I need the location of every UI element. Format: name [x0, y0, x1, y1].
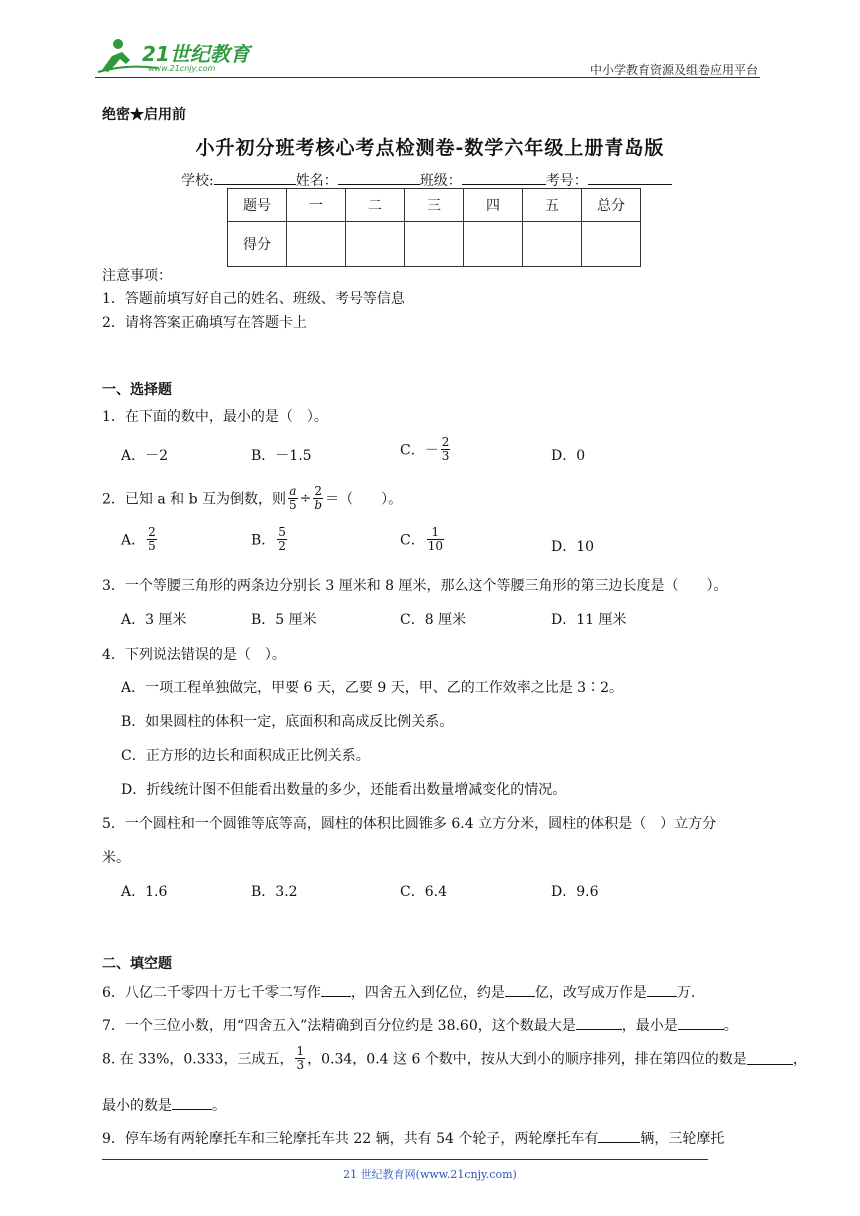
q6-blank[interactable]: [321, 984, 351, 997]
q2-b-label: B．: [251, 532, 276, 549]
q6-part: ，四舍五入到亿位，约是: [350, 985, 505, 1001]
q5-option-d[interactable]: D．9.6: [551, 884, 599, 900]
q2-option-c[interactable]: [400, 526, 446, 553]
q2-b-num: 5: [278, 525, 286, 539]
q4-text: 4．下列说法错误的是（ ）。: [102, 647, 286, 663]
q5-option-c[interactable]: C．6.4: [400, 884, 447, 900]
school-blank: [214, 171, 296, 185]
q8-f-den: 3: [296, 1058, 305, 1072]
q8-text-line2: [102, 1095, 226, 1115]
q5-option-b[interactable]: B．3.2: [251, 884, 298, 900]
q2-fraction-2: [313, 485, 323, 512]
note-item: 2．请将答案正确填写在答题卡上: [102, 315, 307, 331]
score-table-row: [228, 222, 641, 267]
section1-heading: 一、选择题: [102, 382, 172, 398]
q2-c-den: 10: [427, 539, 443, 553]
q8-part: ，0.34，0.4 这 6 个数中，按从大到小的顺序排列，排在第四位的数是: [307, 1051, 747, 1068]
q2-b-den: 2: [278, 539, 286, 553]
q7-text: [102, 1015, 738, 1035]
q2-f1-den: 5: [289, 498, 297, 512]
score-cell[interactable]: [405, 222, 464, 267]
score-header-cell: 二: [346, 189, 405, 222]
score-cell[interactable]: [523, 222, 582, 267]
logo-url: www.21cnjy.com: [148, 64, 216, 73]
q5-option-a[interactable]: A．1.6: [121, 884, 168, 900]
q8-blank[interactable]: [747, 1052, 793, 1065]
q8-part: 。: [212, 1098, 226, 1114]
q6-blank[interactable]: [647, 984, 677, 997]
q1-c-den: 3: [441, 449, 450, 463]
q8-blank[interactable]: [172, 1097, 212, 1110]
q1-text: 1．在下面的数中，最小的是（ ）。: [102, 409, 328, 425]
q2-fraction-1: [288, 485, 298, 512]
q3-option-d[interactable]: D．11 厘米: [551, 612, 627, 628]
class-blank: [462, 171, 546, 185]
page-title: 小升初分班考核心考点检测卷-数学六年级上册青岛版: [195, 137, 665, 159]
q6-blank[interactable]: [505, 984, 535, 997]
score-cell[interactable]: [287, 222, 346, 267]
q2-text-a: 2．已知 a 和 b 互为倒数，则: [102, 491, 287, 508]
score-cell[interactable]: [464, 222, 523, 267]
q7-blank[interactable]: [576, 1017, 622, 1030]
q8-part: 最小的数是: [102, 1098, 172, 1114]
score-cell[interactable]: [582, 222, 641, 267]
q6-text: [102, 982, 695, 1002]
q7-part: ，最小是: [621, 1018, 678, 1034]
footer-divider: [102, 1159, 708, 1160]
q9-text: [102, 1128, 724, 1148]
name-blank: [338, 171, 420, 185]
q1-option-a[interactable]: A．－2: [121, 448, 169, 464]
q2-div: ÷: [299, 490, 312, 507]
logo-text: 21世纪教育: [142, 42, 250, 66]
q9-part: 辆，三轮摩托: [640, 1131, 725, 1147]
q3-option-c[interactable]: C．8 厘米: [400, 612, 467, 628]
exam-no-blank: [588, 171, 672, 185]
q8-f-num: 1: [296, 1044, 305, 1058]
q1-option-d[interactable]: D．0: [551, 448, 586, 464]
score-header-cell: 三: [405, 189, 464, 222]
q6-part: 亿，改写成万作是: [534, 985, 647, 1001]
section2-heading: 二、填空题: [102, 956, 172, 972]
header-divider: [95, 77, 760, 78]
q6-part: 万.: [676, 985, 696, 1001]
q2-text-b: ＝（ ）。: [325, 491, 403, 508]
header-platform-text: 中小学教育资源及组卷应用平台: [589, 63, 758, 77]
q6-part: 6．八亿二千零四十万七千零二写作: [102, 985, 321, 1001]
q8-part: 8. 在 33%，0.333，三成五，: [102, 1051, 294, 1068]
top-secret-label: 绝密★启用前: [102, 107, 186, 123]
class-label: 班级：: [419, 173, 462, 189]
score-row-label: 得分: [228, 222, 287, 267]
q1-c-num: 2: [441, 435, 450, 449]
q1-option-c[interactable]: [400, 436, 452, 463]
q2-option-a[interactable]: [121, 526, 159, 553]
q4-option-d[interactable]: D．折线统计图不但能看出数量的多少，还能看出数量增减变化的情况。: [121, 782, 567, 798]
q2-a-num: 2: [148, 525, 156, 539]
q2-b-fraction: [277, 526, 287, 553]
q2-text: [102, 485, 402, 512]
q1-option-b[interactable]: B．－1.5: [251, 448, 312, 464]
q2-f2-num: 2: [314, 484, 323, 498]
score-table-header-row: [228, 189, 641, 222]
q5-text-line1: 5．一个圆柱和一个圆锥等底等高，圆柱的体积比圆锥多 6.4 立方分米，圆柱的体积是（ ）立方分: [102, 816, 717, 832]
school-label: 学校:: [181, 173, 214, 189]
q4-option-b[interactable]: B．如果圆柱的体积一定，底面积和高成反比例关系。: [121, 714, 454, 730]
q7-part: 。: [723, 1018, 738, 1034]
footer-text[interactable]: 21 世纪教育网(www.21cnjy.com): [343, 1168, 517, 1181]
q7-part: 7．一个三位小数，用“四舍五入”法精确到百分位约是 38.60，这个数最大是: [102, 1018, 576, 1034]
q7-blank[interactable]: [678, 1017, 724, 1030]
student-info-line: [181, 170, 672, 190]
q2-a-den: 5: [148, 539, 156, 553]
q2-option-d[interactable]: D．10: [551, 539, 595, 555]
score-header-cell: 四: [464, 189, 523, 222]
q2-c-num: 1: [427, 526, 444, 540]
q1-c-fraction: [441, 436, 451, 463]
q8-text-line1: [102, 1045, 807, 1072]
score-header-cell: 五: [523, 189, 582, 222]
q2-f1-num: a: [289, 484, 297, 498]
q1-c-prefix: C．－: [400, 442, 439, 459]
q4-option-c[interactable]: C．正方形的边长和面积成正比例关系。: [121, 748, 370, 764]
q2-f2-den: b: [314, 498, 323, 512]
score-header-cell: 题号: [228, 189, 287, 222]
q3-text: 3．一个等腰三角形的两条边分别长 3 厘米和 8 厘米，那么这个等腰三角形的第三边长度是（ ）。: [102, 578, 728, 594]
q8-part: ，: [792, 1051, 807, 1068]
exam-no-label: 考号：: [545, 173, 588, 189]
score-table: [227, 188, 641, 267]
q9-part: 9．停车场有两轮摩托车和三轮摩托车共 22 辆，共有 54 个轮子，两轮摩托车有: [102, 1131, 599, 1147]
notes-heading: 注意事项：: [102, 268, 172, 284]
q8-fraction: [295, 1045, 305, 1072]
score-cell[interactable]: [346, 222, 405, 267]
q2-c-label: C．: [400, 532, 425, 549]
q2-a-label: A．: [121, 532, 146, 549]
q2-a-fraction: [147, 526, 157, 553]
score-header-cell: 一: [287, 189, 346, 222]
q3-option-a[interactable]: A．3 厘米: [121, 612, 187, 628]
score-header-cell: 总分: [582, 189, 641, 222]
q2-option-b[interactable]: [251, 526, 289, 553]
q2-c-fraction: [427, 526, 444, 553]
q4-option-a[interactable]: A．一项工程单独做完，甲要 6 天，乙要 9 天，甲、乙的工作效率之比是 3∶2。: [121, 680, 623, 696]
q9-blank[interactable]: [598, 1130, 640, 1143]
q3-option-b[interactable]: B．5 厘米: [251, 612, 317, 628]
q5-text-line2: 米。: [102, 850, 130, 866]
note-item: 1．答题前填写好自己的姓名、班级、考号等信息: [102, 291, 405, 307]
name-label: 姓名：: [295, 173, 338, 189]
